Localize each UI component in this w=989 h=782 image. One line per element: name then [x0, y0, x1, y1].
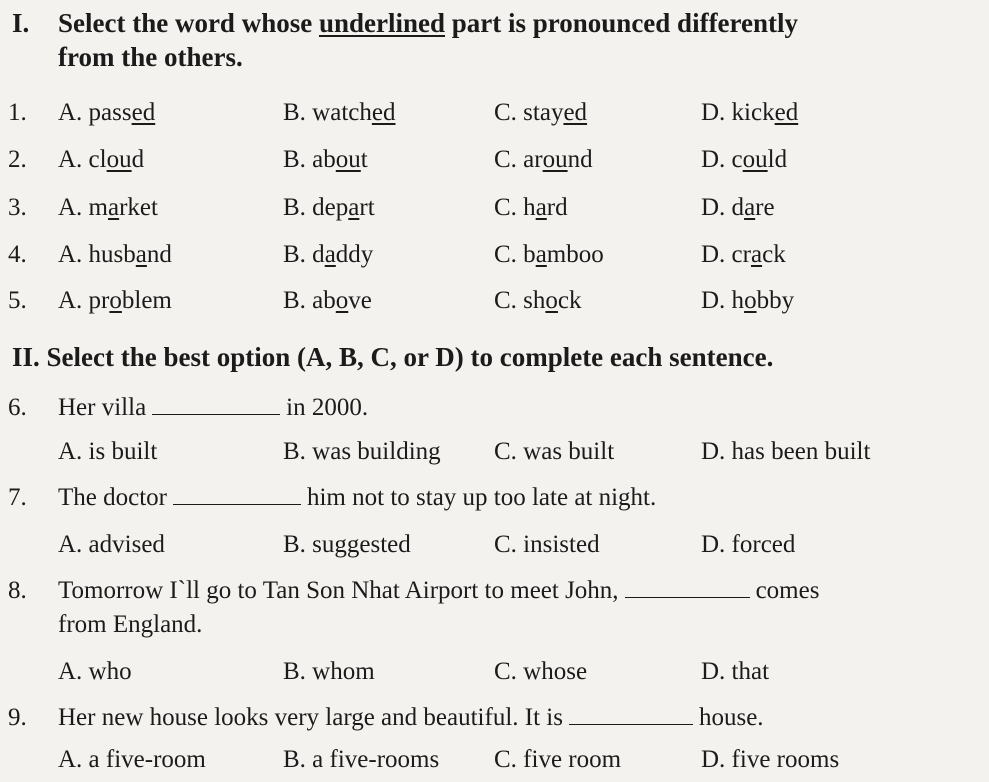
option-c[interactable] — [494, 193, 568, 223]
section-1-title-post: part is pronounced differently — [445, 8, 799, 38]
option-text: D. d — [701, 194, 745, 221]
answer-blank[interactable] — [152, 394, 280, 415]
option-text: D. cr — [701, 241, 751, 268]
option-underlined: ed — [371, 99, 396, 126]
option-text-end: blem — [121, 287, 172, 314]
option-a[interactable] — [58, 145, 144, 175]
option-underlined: a — [135, 241, 147, 268]
option-d[interactable] — [701, 193, 775, 223]
option-a[interactable]: A. a five-room — [58, 746, 206, 773]
option-c[interactable] — [494, 240, 604, 270]
question-number: 8. — [8, 577, 27, 604]
option-c[interactable] — [494, 145, 593, 175]
option-a[interactable] — [58, 240, 172, 270]
option-d[interactable] — [701, 286, 794, 316]
question-number: 5. — [8, 287, 27, 314]
section-1-title-pre: Select the word whose — [58, 8, 319, 38]
option-a[interactable] — [58, 98, 155, 128]
option-d[interactable] — [701, 145, 787, 175]
option-text-end: ck — [557, 287, 582, 314]
option-text-end: d — [131, 146, 145, 173]
option-text-end: nd — [146, 241, 172, 268]
stem-post: comes — [755, 577, 820, 604]
option-text: B. watch — [283, 99, 372, 126]
option-text: A. pass — [58, 99, 132, 126]
stem-pre: Tomorrow I`ll go to Tan Son Nhat Airport to meet John, — [58, 577, 619, 604]
option-d[interactable] — [701, 98, 798, 128]
option-underlined: o — [109, 287, 122, 314]
stem-post: in 2000. — [286, 394, 369, 421]
option-text: C. h — [494, 194, 536, 221]
stem-post: house. — [698, 704, 764, 731]
option-text-end: t — [360, 146, 368, 173]
stem-post: him not to stay up too late at night. — [306, 484, 657, 511]
option-underlined: ou — [106, 146, 132, 173]
option-b[interactable] — [283, 98, 395, 128]
option-b[interactable] — [283, 286, 372, 316]
question-number: 7. — [8, 484, 27, 511]
option-a[interactable]: A. advised — [58, 531, 165, 558]
answer-blank[interactable] — [173, 484, 301, 505]
option-text: B. ab — [283, 146, 336, 173]
option-text: A. pr — [58, 287, 110, 314]
option-text: B. dep — [283, 194, 349, 221]
option-text: D. c — [701, 146, 743, 173]
option-c[interactable]: C. whose — [494, 658, 588, 685]
option-underlined: a — [535, 241, 547, 268]
option-underlined: a — [108, 194, 120, 221]
option-underlined: ed — [563, 99, 588, 126]
question-6-options — [0, 437, 989, 471]
option-text-end: re — [755, 194, 775, 221]
option-underlined: a — [535, 194, 547, 221]
section-1-number: I. — [12, 8, 30, 38]
option-b[interactable] — [283, 145, 368, 175]
answer-blank[interactable] — [625, 577, 750, 598]
question-8-stem — [8, 576, 819, 606]
option-underlined: o — [545, 287, 558, 314]
option-a[interactable]: A. who — [58, 658, 132, 685]
pronunciation-row-1 — [0, 98, 989, 132]
option-b[interactable] — [283, 240, 373, 270]
question-7-options — [0, 530, 989, 564]
option-text-end: rt — [359, 194, 375, 221]
option-underlined: ou — [542, 146, 568, 173]
option-a[interactable] — [58, 193, 158, 223]
option-text: A. cl — [58, 146, 107, 173]
option-text-end: nd — [567, 146, 593, 173]
option-text: A. husb — [58, 241, 136, 268]
option-text: D. h — [701, 287, 745, 314]
option-b[interactable] — [283, 193, 375, 223]
stem-pre: The doctor — [58, 484, 167, 511]
option-a[interactable]: A. is built — [58, 438, 158, 465]
option-c[interactable]: C. insisted — [494, 531, 600, 558]
option-underlined: ou — [742, 146, 768, 173]
option-underlined: ed — [131, 99, 156, 126]
option-b[interactable]: B. suggested — [283, 531, 411, 558]
answer-blank[interactable] — [569, 704, 693, 725]
option-d[interactable]: D. has been built — [701, 438, 871, 465]
question-8-stem-line2: from England. — [58, 611, 203, 638]
option-text-end: ve — [348, 287, 372, 314]
stem-pre: Her new house looks very large and beautiful. It is — [58, 704, 563, 731]
option-underlined: a — [744, 194, 756, 221]
option-underlined: a — [750, 241, 763, 268]
option-underlined: o — [335, 287, 349, 314]
section-1-title — [12, 6, 952, 74]
option-b[interactable]: B. whom — [283, 658, 375, 685]
option-text: B. d — [283, 241, 325, 268]
question-number: 1. — [8, 99, 27, 126]
option-d[interactable]: D. five rooms — [701, 746, 840, 773]
option-text: C. b — [494, 241, 536, 268]
option-text-end: ld — [767, 146, 788, 173]
option-underlined: ou — [335, 146, 361, 173]
pronunciation-row-4 — [0, 240, 989, 274]
option-text-end: ddy — [335, 241, 374, 268]
question-number: 6. — [8, 394, 27, 421]
option-c[interactable] — [494, 286, 582, 316]
option-text-end: ck — [762, 241, 786, 268]
option-c[interactable]: C. was built — [494, 438, 615, 465]
pronunciation-row-2 — [0, 145, 989, 179]
option-text-end: rd — [546, 194, 568, 221]
option-text-end: rket — [119, 194, 158, 221]
question-number: 3. — [8, 194, 27, 221]
option-text: C. sh — [494, 287, 546, 314]
option-text: C. ar — [494, 146, 543, 173]
option-underlined: o — [744, 287, 757, 314]
option-a[interactable] — [58, 286, 172, 316]
option-text: B. ab — [283, 287, 336, 314]
option-text-end: mboo — [546, 241, 604, 268]
option-underlined: ed — [774, 99, 799, 126]
option-underlined: a — [348, 194, 360, 221]
option-c[interactable]: C. five room — [494, 746, 622, 773]
question-7-stem — [8, 483, 656, 513]
option-b[interactable]: B. a five-rooms — [283, 746, 440, 773]
question-number: 2. — [8, 146, 27, 173]
option-b[interactable]: B. was building — [283, 438, 441, 465]
option-c[interactable] — [494, 98, 587, 128]
stem-pre: Her villa — [58, 394, 147, 421]
option-text: D. kick — [701, 99, 775, 126]
question-6-stem — [8, 393, 368, 423]
section-1-title-line2: from the others. — [58, 42, 243, 72]
question-number: 9. — [8, 704, 27, 731]
question-8-options — [0, 657, 989, 691]
question-number: 4. — [8, 241, 27, 268]
option-underlined: a — [324, 241, 336, 268]
option-text: A. m — [58, 194, 108, 221]
option-text: C. stay — [494, 99, 564, 126]
option-d[interactable]: D. forced — [701, 531, 796, 558]
pronunciation-row-3 — [0, 193, 989, 227]
option-d[interactable] — [701, 240, 786, 270]
question-9-stem — [8, 703, 764, 733]
option-d[interactable]: D. that — [701, 658, 770, 685]
question-9-options — [0, 745, 989, 779]
section-2-title: II. Select the best option (A, B, C, or D) to complete each sentence. — [12, 342, 774, 372]
option-text-end: bby — [756, 287, 795, 314]
section-1-title-underlined: underlined — [318, 8, 446, 38]
pronunciation-row-5 — [0, 286, 989, 320]
